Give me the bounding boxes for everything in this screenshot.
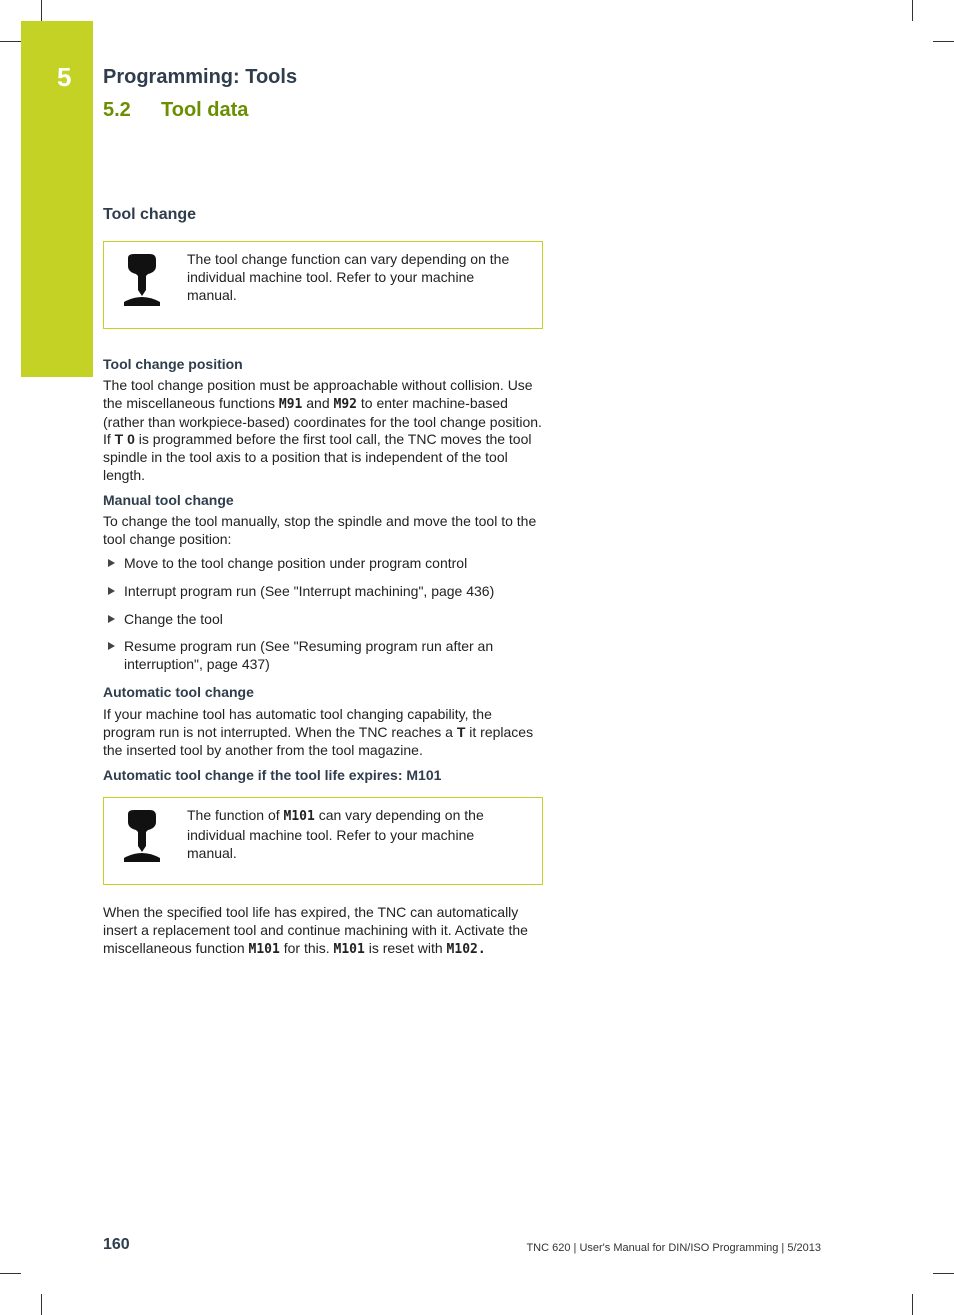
note-text: The function of M101 can vary depending on the individual machine tool. Refer to your machine manual.	[187, 807, 484, 861]
page-number: 160	[103, 1236, 130, 1253]
machine-tool-icon	[122, 808, 162, 864]
crop-mark	[41, 1294, 42, 1315]
automatic-paragraph: If your machine tool has automatic tool changing capability, the program run is not interrupted. When the TNC reaches a T it replaces the inserted tool by another from the tool magazine.	[103, 706, 534, 758]
list-item: Resume program run (See "Resuming program run after an interruption", page 437)	[103, 638, 543, 674]
bullet-arrow-icon	[108, 587, 115, 595]
chapter-number: 5	[57, 62, 72, 92]
list-item: Interrupt program run (See "Interrupt machining", page 436)	[103, 583, 543, 601]
section-number: 5.2	[103, 99, 131, 121]
bullet-arrow-icon	[108, 642, 115, 650]
automatic-heading: Automatic tool change	[103, 684, 254, 700]
footer-text: TNC 620 | User's Manual for DIN/ISO Programming | 5/2013	[526, 1242, 821, 1254]
list-item: Move to the tool change position under program control	[103, 555, 543, 573]
manual-intro: To change the tool manually, stop the spindle and move the tool to the tool change position:	[103, 513, 537, 547]
note-box	[103, 241, 543, 329]
position-heading: Tool change position	[103, 356, 243, 372]
section-title: Tool data	[161, 99, 249, 121]
note-box	[103, 797, 543, 885]
note-text: The tool change function can vary depending on the individual machine tool. Refer to your machine manual.	[187, 251, 510, 303]
bullet-arrow-icon	[108, 559, 115, 567]
tool-change-heading: Tool change	[103, 206, 197, 223]
chapter-title: Programming: Tools	[103, 66, 298, 88]
crop-mark	[912, 1294, 913, 1315]
crop-mark	[912, 0, 913, 21]
bullet-arrow-icon	[108, 615, 115, 623]
crop-mark	[933, 1273, 954, 1274]
list-item: Change the tool	[103, 611, 543, 629]
m101-paragraph: When the specified tool life has expired, the TNC can automatically insert a replacement tool and continue machining with it. Activate the miscellaneous function M101 for this. M101 is reset with M102.	[103, 904, 528, 957]
crop-mark	[0, 1273, 21, 1274]
position-paragraph: The tool change position must be approachable without collision. Use the miscellaneous functions M91 and M92 to enter machine-based (rather than workpiece-based) coordinates for the tool change position. If T 0 is programmed before the first tool call, the TNC moves the tool spindle in the tool axis to a position that is independent of the tool length.	[103, 377, 542, 483]
crop-mark	[933, 41, 954, 42]
m101-heading: Automatic tool change if the tool life expires: M101	[103, 767, 442, 783]
manual-heading: Manual tool change	[103, 492, 234, 508]
machine-tool-icon	[122, 252, 162, 308]
crop-mark	[0, 41, 21, 42]
crop-mark	[41, 0, 42, 21]
